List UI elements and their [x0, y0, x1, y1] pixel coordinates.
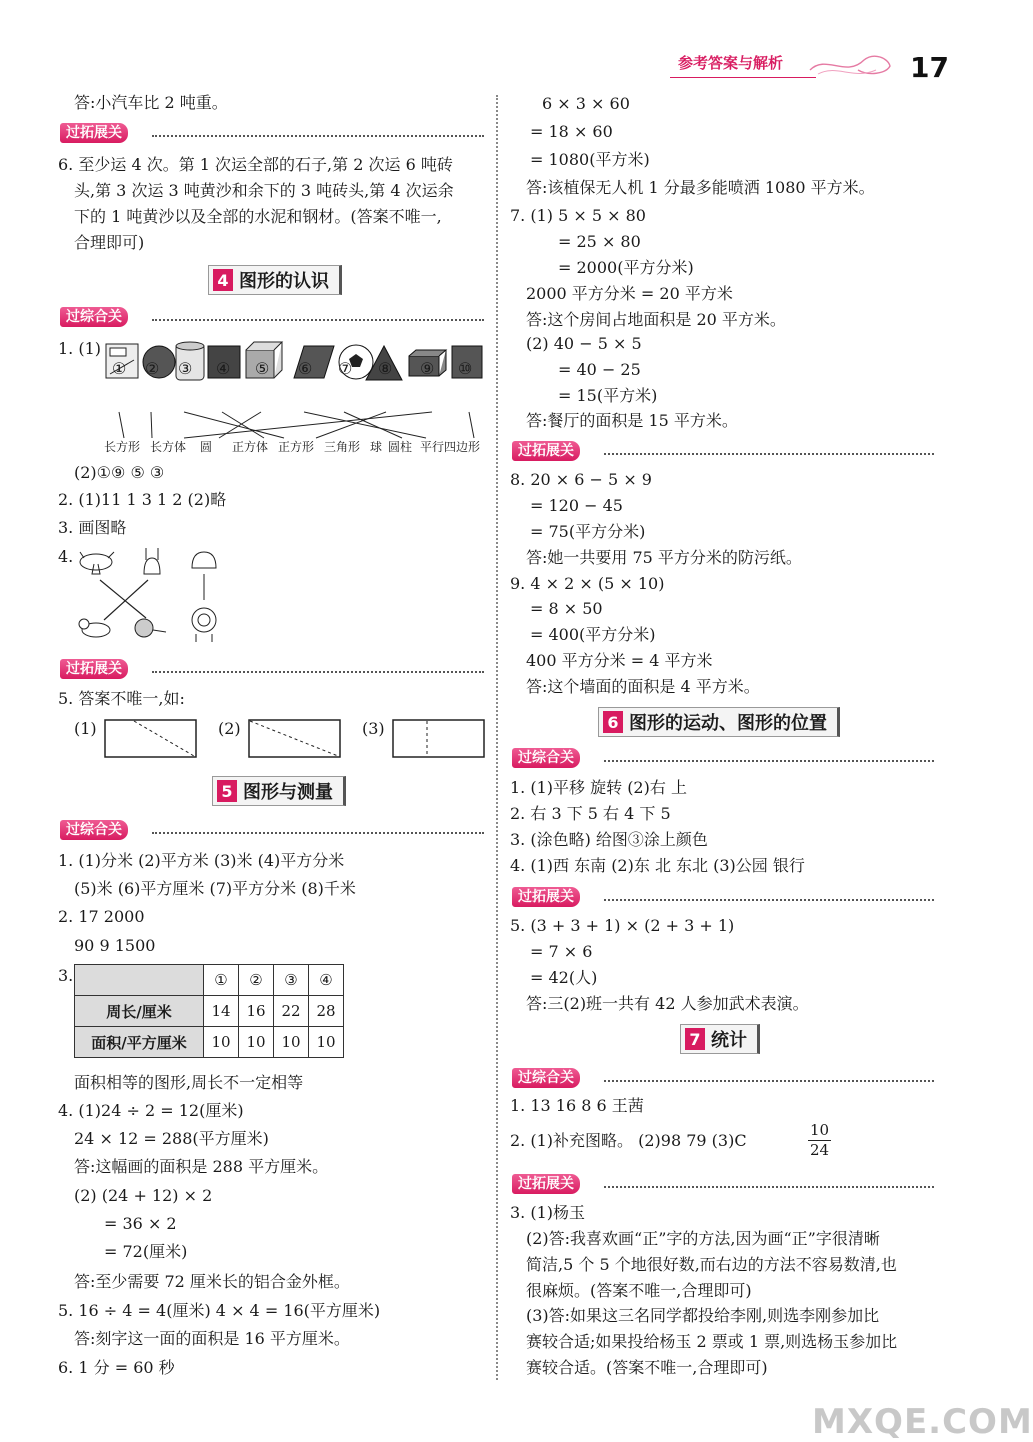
text-line: 赛较合适;如果投给杨玉 2 票或 1 票,则选杨玉参加比 — [526, 1332, 898, 1351]
shape-name: 三角形 — [324, 440, 361, 454]
text-line: 1. (1)分米 (2)平方米 (3)米 (4)平方分米 — [58, 851, 345, 870]
text-line: 24 × 12 = 288(平方厘米) — [74, 1129, 269, 1148]
num-4: ④ — [216, 359, 231, 378]
text-line: 答:至少需要 72 厘米长的铝合金外框。 — [74, 1272, 350, 1291]
num-10: ⑩ — [458, 359, 473, 378]
dotted-rule — [604, 760, 934, 762]
section-header-7 — [680, 1024, 760, 1054]
dotted-rule — [152, 135, 484, 137]
divided-rect-3 — [392, 719, 486, 759]
text-line: = 40 − 25 — [558, 360, 641, 379]
text-line: 4. (1)24 ÷ 2 = 12(厘米) — [58, 1101, 244, 1120]
review-tag: 过综合关 — [60, 820, 128, 840]
expand-tag: 过拓展关 — [60, 659, 128, 679]
table-row — [75, 1027, 344, 1058]
text-line: (3)答:如果这三名同学都投给李刚,则选李刚参加比 — [526, 1306, 880, 1325]
text-line: 1. 13 16 8 6 王茜 — [510, 1096, 644, 1115]
text-line: (5)米 (6)平方厘米 (7)平方分米 (8)千米 — [74, 879, 356, 898]
review-tag: 过综合关 — [60, 307, 128, 327]
text-line: 简洁,5 个 5 个地很好数,而右边的方法不容易数清,也 — [526, 1255, 897, 1274]
text-line: = 15(平方米) — [558, 386, 658, 405]
text-line: 答:这个墙面的面积是 4 平方米。 — [526, 677, 760, 696]
animal-icon — [79, 619, 110, 637]
text-line: = 400(平方分米) — [530, 625, 656, 644]
lion-icon — [192, 608, 216, 632]
dotted-rule — [152, 671, 484, 673]
text-line: 4. (1)西 东南 (2)东 北 东北 (3)公园 银行 — [510, 856, 805, 875]
num-6: ⑥ — [298, 359, 313, 378]
num-7: ⑦ — [338, 359, 353, 378]
table-header: ① — [204, 965, 239, 996]
text-line: (2)①⑨ ⑤ ③ — [74, 463, 165, 482]
table-cell: 16 — [239, 996, 274, 1027]
text-line: 3. (涂色略) 给图③涂上颜色 — [510, 830, 708, 849]
text-line: 赛较合适。(答案不唯一,合理即可) — [526, 1358, 768, 1377]
text-line: 答:这幅画的面积是 288 平方厘米。 — [74, 1157, 329, 1176]
text-line: 2. 右 3 下 5 右 4 下 5 — [510, 804, 671, 823]
text-line: = 36 × 2 — [104, 1214, 177, 1233]
text-line: 3. (1)杨玉 — [510, 1203, 586, 1222]
section-header-4 — [208, 265, 342, 295]
table-cell: 10 — [204, 1027, 239, 1058]
dotted-rule — [152, 319, 484, 321]
table-cell: 10 — [239, 1027, 274, 1058]
dotted-rule — [604, 1080, 934, 1082]
section-number: 7 — [685, 1028, 705, 1050]
expand-tag: 过拓展关 — [512, 441, 580, 461]
watermark: MXQE.COM — [812, 1402, 1033, 1442]
text-line: = 18 × 60 — [530, 122, 613, 141]
column-divider — [496, 95, 498, 1380]
shape-name: 球 — [370, 440, 383, 454]
table-corner — [75, 965, 204, 996]
table-header: ④ — [309, 965, 344, 996]
expand-tag: 过拓展关 — [512, 887, 580, 907]
q5-label: (2) — [218, 719, 241, 738]
shape-name: 平行四边形 — [420, 440, 481, 454]
text-line: 5. 答案不唯一,如: — [58, 689, 185, 708]
rabbit-shape-icon — [144, 548, 160, 574]
text-line: 答:这个房间占地面积是 20 平方米。 — [526, 310, 786, 329]
num-3: ③ — [178, 359, 193, 378]
q5-label: (3) — [362, 719, 385, 738]
text-line: 很麻烦。(答案不唯一,合理即可) — [526, 1281, 752, 1300]
text-line: = 42(人) — [530, 968, 598, 987]
text-line: 6. 1 分 = 60 秒 — [58, 1358, 175, 1377]
text-line: 头,第 3 次运 3 吨黄沙和余下的 3 吨砖头,第 4 次运余 — [74, 181, 454, 200]
num-2: ② — [145, 359, 160, 378]
num-5: ⑤ — [255, 359, 270, 378]
text-line: 答:餐厅的面积是 15 平方米。 — [526, 411, 738, 430]
expand-tag: 过拓展关 — [60, 123, 128, 143]
teapot-top-icon — [80, 552, 114, 574]
table-cell: 10 — [274, 1027, 309, 1058]
text-line: (2)答:我喜欢画“正”字的方法,因为画“正”字很清晰 — [526, 1229, 880, 1248]
text-line: 答:她一共要用 75 平方分米的防污纸。 — [526, 548, 802, 567]
text-line: 1. (1)平移 旋转 (2)右 上 — [510, 778, 687, 797]
dotted-rule — [152, 832, 484, 834]
header-underline — [670, 77, 816, 78]
text-line: 2. (1)11 1 3 1 2 (2)略 — [58, 490, 227, 509]
table-cell: 22 — [274, 996, 309, 1027]
text-line: (2) (24 + 12) × 2 — [74, 1186, 213, 1205]
num-8: ⑧ — [378, 359, 393, 378]
table-row — [75, 996, 344, 1027]
text-line: 8. 20 × 6 − 5 × 9 — [510, 470, 652, 489]
text-line: (2) 40 − 5 × 5 — [526, 334, 642, 353]
text-line: 答:三(2)班一共有 42 人参加武术表演。 — [526, 994, 809, 1013]
text-line: = 25 × 80 — [558, 232, 641, 251]
text-line: 答:小汽车比 2 吨重。 — [74, 93, 228, 112]
text-line: 2. (1)补充图略。 (2)98 79 (3)C — [510, 1131, 747, 1150]
text-line: 面积相等的图形,周长不一定相等 — [74, 1073, 304, 1092]
table-header: ② — [239, 965, 274, 996]
text-line: 合理即可) — [74, 233, 145, 252]
num-9: ⑨ — [420, 359, 435, 378]
text-line: 9. 4 × 2 × (5 × 10) — [510, 574, 665, 593]
review-tag: 过综合关 — [512, 1068, 580, 1088]
table-cell: 10 — [309, 1027, 344, 1058]
table-header: ③ — [274, 965, 309, 996]
header-title: 参考答案与解析 — [678, 54, 784, 72]
table-cell: 28 — [309, 996, 344, 1027]
text-line: = 7 × 6 — [530, 942, 593, 961]
shape-name: 正方形 — [278, 440, 315, 454]
section-title: 统计 — [711, 1030, 747, 1051]
text-line: 400 平方分米 = 4 平方米 — [526, 651, 713, 670]
section-title: 图形与测量 — [243, 782, 333, 803]
text-line: 2. 17 2000 — [58, 907, 145, 926]
section-title: 图形的运动、图形的位置 — [629, 713, 827, 734]
text-line: 下的 1 吨黄沙以及全部的水泥和钢材。(答案不唯一, — [74, 207, 442, 226]
text-line: 6 × 3 × 60 — [542, 94, 630, 113]
lion-figure — [186, 544, 226, 646]
text-line: = 8 × 50 — [530, 599, 603, 618]
text-line: 6. 至少运 4 次。第 1 次运全部的石子,第 2 次运 6 吨砖 — [58, 155, 453, 174]
text-line: 4. — [58, 547, 74, 566]
section-title: 图形的认识 — [239, 271, 329, 292]
row-label: 周长/厘米 — [75, 996, 204, 1027]
fraction — [808, 1123, 831, 1158]
shape-name: 圆柱 — [388, 440, 413, 454]
text-line: 3. — [58, 966, 74, 985]
text-line: 7. (1) 5 × 5 × 80 — [510, 206, 646, 225]
fraction-numerator: 10 — [810, 1121, 830, 1139]
text-line: = 1080(平方米) — [530, 150, 650, 169]
section-header-5 — [212, 776, 346, 806]
text-line: 3. 画图略 — [58, 518, 127, 537]
data-table — [74, 964, 344, 1058]
shape-name: 正方体 — [232, 440, 269, 454]
text-line: 90 9 1500 — [74, 936, 156, 955]
q5-label: (1) — [74, 719, 97, 738]
ball-icon — [135, 619, 166, 637]
swirl-decoration-icon — [806, 48, 894, 80]
expand-tag: 过拓展关 — [512, 1174, 580, 1194]
section-number: 4 — [213, 269, 233, 291]
text-line: 2000 平方分米 = 20 平方米 — [526, 284, 733, 303]
text-line: = 75(平方分米) — [530, 522, 646, 541]
divided-rect-2 — [248, 719, 342, 759]
section-header-6 — [598, 707, 840, 737]
text-line: 5. 16 ÷ 4 = 4(厘米) 4 × 4 = 16(平方厘米) — [58, 1301, 381, 1320]
text-line: 答:刻字这一面的面积是 16 平方厘米。 — [74, 1329, 350, 1348]
shape-name: 长方体 — [150, 440, 187, 454]
shape-name: 长方形 — [104, 440, 141, 454]
table-row — [75, 965, 344, 996]
num-1: ① — [112, 359, 127, 378]
text-line: = 120 − 45 — [530, 496, 623, 515]
table-cell: 14 — [204, 996, 239, 1027]
review-tag: 过综合关 — [512, 748, 580, 768]
shape-name: 圆 — [200, 440, 213, 454]
text-line: = 72(厘米) — [104, 1242, 188, 1261]
section-number: 5 — [217, 780, 237, 802]
row-label: 面积/平方厘米 — [75, 1027, 204, 1058]
dotted-rule — [604, 1186, 934, 1188]
section-number: 6 — [603, 711, 623, 733]
text-line: 答:该植保无人机 1 分最多能喷洒 1080 平方米。 — [526, 178, 875, 197]
text-line: 5. (3 + 3 + 1) × (2 + 3 + 1) — [510, 916, 735, 935]
dotted-rule — [604, 453, 934, 455]
page-number: 17 — [910, 51, 949, 84]
divided-rect-1 — [104, 719, 198, 759]
fraction-denominator: 24 — [810, 1141, 830, 1159]
text-line: = 2000(平方分米) — [558, 258, 694, 277]
question-label: 1. (1) — [58, 339, 102, 358]
dotted-rule — [604, 899, 934, 901]
